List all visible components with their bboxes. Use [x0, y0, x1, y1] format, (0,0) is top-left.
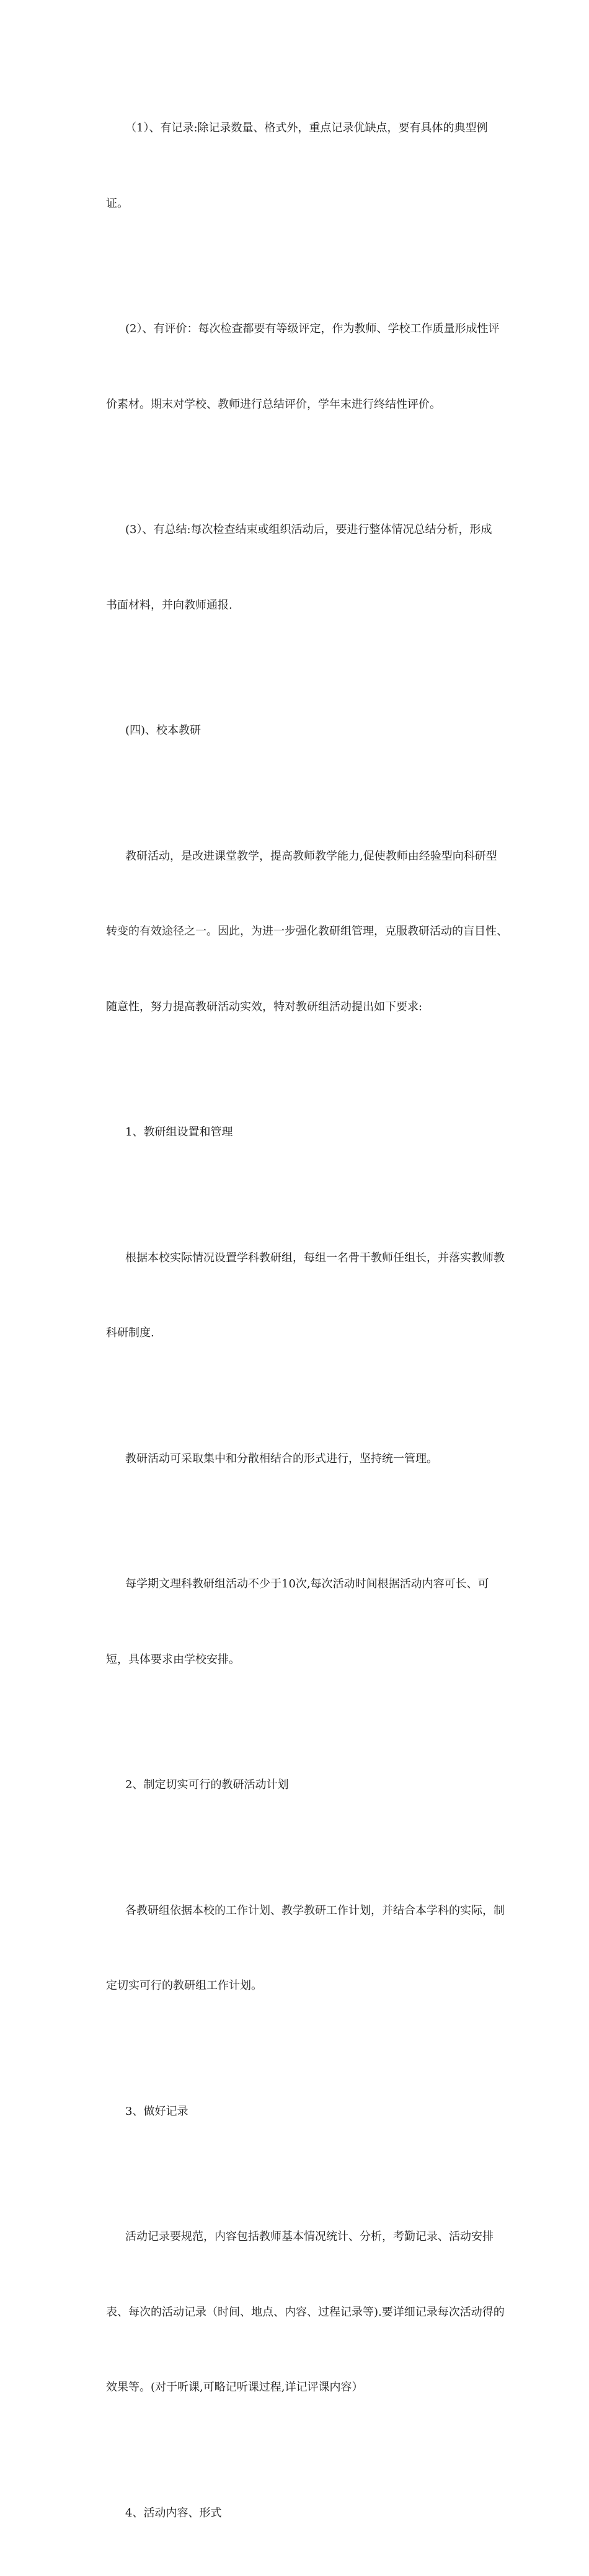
paragraph-line: 教研活动，是改进课堂教学，提高教师教学能力,促使教师由经验型向科研型 [87, 844, 503, 870]
paragraph-line: 教研活动可采取集中和分散相结合的形式进行，坚持统一管理。 [87, 1447, 503, 1472]
paragraph-line: 证。 [87, 192, 503, 217]
document-page [0, 0, 589, 762]
paragraph-line: 随意性，努力提高教研活动实效，特对教研组活动提出如下要求: [87, 995, 503, 1020]
paragraph-line: (2）、有评价：每次检查都要有等级评定，作为教师、学校工作质量形成性评 [87, 317, 503, 342]
paragraph-group-setup [87, 1196, 503, 1396]
paragraph-line: 效果等。(对于听课,可略记听课过程,详记评课内容） [87, 2375, 503, 2401]
subheading: 2、制定切实可行的教研活动计划 [87, 1773, 503, 1798]
paragraph-records [87, 2174, 503, 2451]
paragraph-record [87, 66, 503, 267]
paragraph-activity-plan [87, 1848, 503, 2049]
subheading: 4、活动内容、形式 [87, 2501, 503, 2526]
paragraph-evaluation [87, 267, 503, 467]
document-body [87, 66, 503, 2576]
section-heading-school-research [87, 668, 503, 794]
subheading: 1、教研组设置和管理 [87, 1120, 503, 1145]
paragraph-line: 转变的有效途径之一。因此，为进一步强化教研组管理，克服教研活动的盲目性、 [87, 919, 503, 945]
paragraph-line: 各教研组依据本校的工作计划、教学教研工作计划，并结合本学科的实际，制 [87, 1899, 503, 1924]
section-heading: (四)、校本教研 [87, 718, 503, 744]
subheading: 3、做好记录 [87, 2099, 503, 2125]
paragraph-line: 科研制度. [87, 1321, 503, 1346]
subheading-activity-content [87, 2451, 503, 2576]
paragraph-line: 活动记录要规范，内容包括教师基本情况统计、分析，考勤记录、活动安排 [87, 2225, 503, 2250]
paragraph-line: 价素材。期末对学校、教师进行总结评价，学年末进行终结性评价。 [87, 392, 503, 418]
paragraph-line: 书面材料，并向教师通报. [87, 593, 503, 619]
paragraph-line: 每学期文理科教研组活动不少于10次,每次活动时间根据活动内容可长、可 [87, 1572, 503, 1597]
paragraph-activity-count [87, 1522, 503, 1722]
paragraph-research-intro [87, 794, 503, 1070]
paragraph-line: （1）、有记录:除记录数量、格式外，重点记录优缺点，要有具体的典型例 [87, 116, 503, 141]
subheading-activity-plan [87, 1722, 503, 1848]
paragraph-line: 根据本校实际情况设置学科教研组，每组一名骨干教师任组长，并落实教师教 [87, 1246, 503, 1271]
paragraph-activity-form [87, 1396, 503, 1522]
paragraph-line: 短，具体要求由学校安排。 [87, 1647, 503, 1673]
paragraph-summary [87, 467, 503, 668]
subheading-records [87, 2049, 503, 2175]
paragraph-line: 表、每次的活动记录（时间、地点、内容、过程记录等).要详细记录每次活动得的 [87, 2300, 503, 2326]
paragraph-line: 定切实可行的教研组工作计划。 [87, 1974, 503, 1999]
subheading-group-setup [87, 1070, 503, 1196]
paragraph-line: (3）、有总结:每次检查结束或组织活动后，要进行整体情况总结分析，形成 [87, 518, 503, 543]
